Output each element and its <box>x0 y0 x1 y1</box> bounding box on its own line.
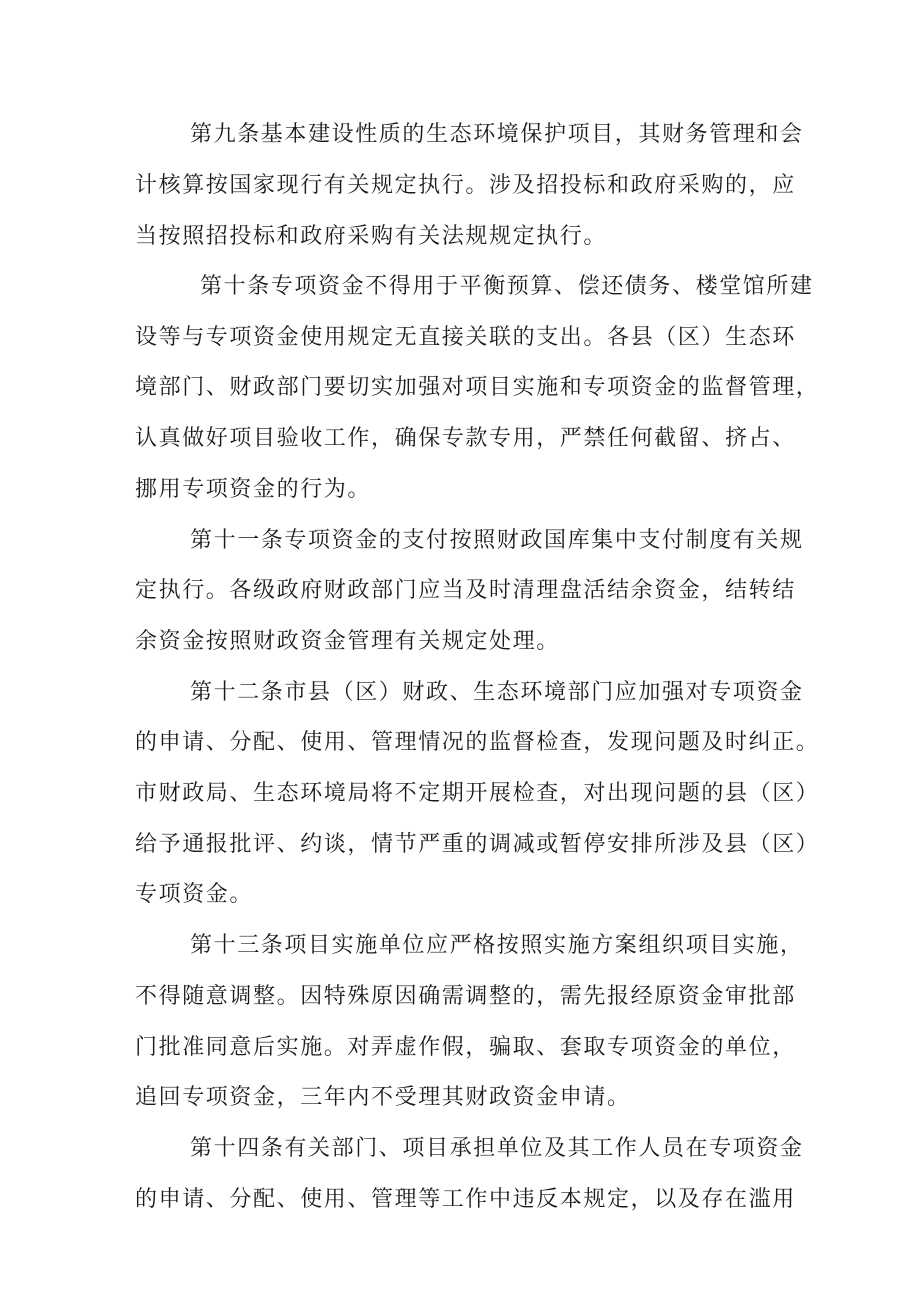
article-12-line-2: 的申请、分配、使用、管理情况的监督检查，发现问题及时纠正。 <box>135 730 820 755</box>
article-9-line-2: 计核算按国家现行有关规定执行。涉及招投标和政府采购的，应 <box>135 173 796 198</box>
article-9-line-3: 当按照招投标和政府采购有关法规规定执行。 <box>135 224 608 249</box>
article-10-line-4: 认真做好项目验收工作，确保专款专用，严禁任何截留、挤占、 <box>135 426 796 451</box>
article-13-line-1: 第十三条项目实施单位应严格按照实施方案组织项目实施， <box>190 933 804 958</box>
article-11-line-2: 定执行。各级政府财政部门应当及时清理盘活结余资金，结转结 <box>135 578 796 603</box>
article-12-line-3: 市财政局、生态环境局将不定期开展检查，对出现问题的县（区） <box>135 781 820 806</box>
article-9-line-1: 第九条基本建设性质的生态环境保护项目，其财务管理和会 <box>190 122 804 147</box>
article-13-line-4: 追回专项资金，三年内不受理其财政资金申请。 <box>135 1085 631 1110</box>
article-10-line-3: 境部门、财政部门要切实加强对项目实施和专项资金的监督管理， <box>135 375 820 400</box>
article-14-line-2: 的申请、分配、使用、管理等工作中违反本规定，以及存在滥用 <box>135 1187 796 1212</box>
article-11-line-3: 余资金按照财政资金管理有关规定处理。 <box>135 629 560 654</box>
article-13-line-3: 门批准同意后实施。对弄虚作假，骗取、套取专项资金的单位， <box>135 1035 796 1060</box>
article-11-line-1: 第十一条专项资金的支付按照财政国库集中支付制度有关规 <box>190 528 804 553</box>
article-10-line-1: 第十条专项资金不得用于平衡预算、偿还债务、楼堂馆所建 <box>200 274 814 299</box>
article-13-line-2: 不得随意调整。因特殊原因确需调整的，需先报经原资金审批部 <box>135 984 796 1009</box>
article-12-line-4: 给予通报批评、约谈，情节严重的调减或暂停安排所涉及县（区） <box>135 832 820 857</box>
article-10-line-5: 挪用专项资金的行为。 <box>135 477 372 502</box>
article-14-line-1: 第十四条有关部门、项目承担单位及其工作人员在专项资金 <box>190 1136 804 1161</box>
article-10-line-2: 设等与专项资金使用规定无直接关联的支出。各县（区）生态环 <box>135 325 796 350</box>
article-12-line-5: 专项资金。 <box>135 882 254 907</box>
article-12-line-1: 第十二条市县（区）财政、生态环境部门应加强对专项资金 <box>190 680 804 705</box>
